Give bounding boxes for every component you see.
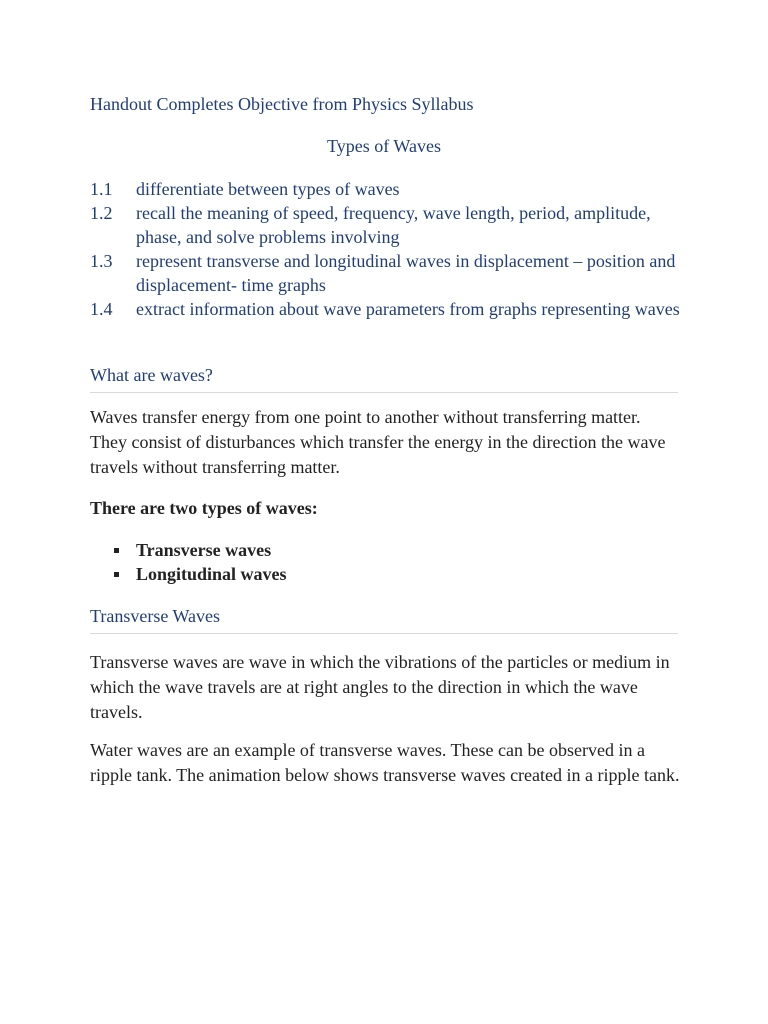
objective-item [90,177,690,201]
what-are-waves-paragraph: Waves transfer energy from one point to another without transferring matter. They consist of disturbances which transfer the energy in the direction the wave travels without transferring matter. [90,407,666,477]
bullet-icon [114,572,119,577]
objective-number: 1.2 [90,203,113,223]
types-intro: There are two types of waves: [90,498,318,518]
document-title: Types of Waves [327,136,441,156]
handout-title: Handout Completes Objective from Physics Syllabus [90,94,474,114]
section-heading-what-are-waves: What are waves? [90,365,678,393]
transverse-paragraph-1: Transverse waves are wave in which the vibrations of the particles or medium in which the wave travels are at right angles to the direction in which the wave travels. [90,652,670,722]
transverse-paragraph-2: Water waves are an example of transverse waves. These can be observed in a ripple tank. The animation below shows transverse waves created in a ripple tank. [90,740,680,785]
wave-type-label: Longitudinal waves [136,564,287,584]
objectives-list [90,177,690,321]
bullet-icon [114,548,119,553]
wave-type-label: Transverse waves [136,540,272,560]
objective-text: differentiate between types of waves [136,179,400,199]
objective-item [90,249,690,297]
objective-item [90,201,690,249]
objective-number: 1.4 [90,299,113,319]
objective-number: 1.1 [90,179,113,199]
objective-text: recall the meaning of speed, frequency, wave length, period, amplitude, phase, and solve problems involving [136,203,651,247]
objective-number: 1.3 [90,251,113,271]
objective-text: represent transverse and longitudinal waves in displacement – position and displacement- time graphs [136,251,676,295]
section-heading-transverse-waves: Transverse Waves [90,606,678,634]
objective-text: extract information about wave parameters from graphs representing waves [136,299,680,319]
wave-types-list [110,538,287,586]
list-item [110,562,287,586]
list-item [110,538,287,562]
objective-item [90,297,690,321]
